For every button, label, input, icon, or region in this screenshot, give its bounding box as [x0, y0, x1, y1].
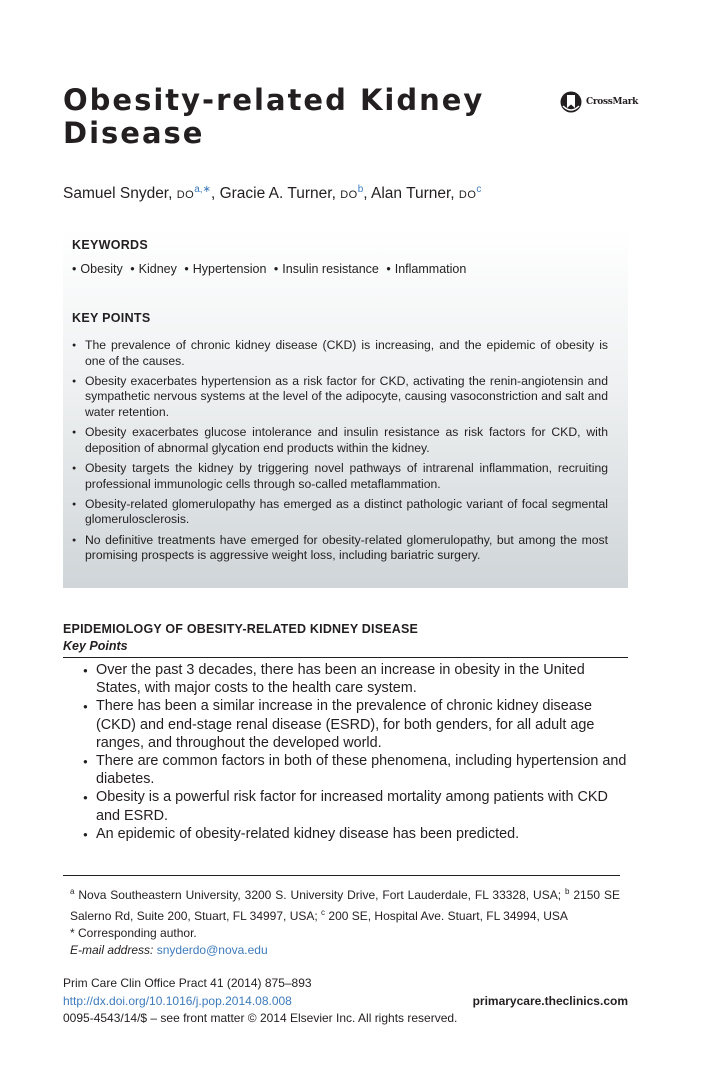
key-points-heading: KEY POINTS: [72, 311, 151, 325]
author-degree: DO: [458, 189, 477, 202]
epidemiology-point: ● There are common factors in both of these phenomena, including hypertension and diabetes.: [83, 752, 628, 788]
author-name: Alan Turner,: [371, 185, 459, 203]
corresponding-author: * Corresponding author.: [70, 926, 197, 940]
doi-row: [63, 993, 628, 1011]
copyright-row: [63, 1010, 628, 1028]
keyword-item: Hypertension: [192, 262, 267, 276]
crossmark-label: CrossMark: [586, 97, 639, 107]
epidemiology-point: ● Obesity is a powerful risk factor for increased mortality among patients with CKD and ESRD.: [83, 788, 628, 824]
affiliation-sup: b: [564, 887, 570, 896]
doi-link[interactable]: http://dx.doi.org/10.1016/j.pop.2014.08.008: [63, 993, 292, 1008]
key-point-item: ● Obesity exacerbates glucose intolerance and insulin resistance as risk factors for CKD, with deposition of abnormal glycation end products within the kidney.: [72, 425, 608, 456]
divider: [63, 657, 628, 658]
affiliation-a: Nova Southeastern University, 3200 S. University Drive, Fort Lauderdale, FL 33328, USA;: [78, 888, 562, 902]
author-name: Samuel Snyder,: [63, 185, 177, 203]
copyright: 0095-4543/14/$ – see front matter © 2014 Elsevier Inc. All rights reserved.: [63, 1011, 458, 1025]
crossmark-icon: [560, 90, 582, 114]
section-heading: EPIDEMIOLOGY OF OBESITY-RELATED KIDNEY DISEASE: [63, 622, 419, 636]
email-link[interactable]: snyderdo@nova.edu: [156, 943, 268, 957]
section-subheading: Key Points: [63, 639, 128, 653]
key-point-item: ● No definitive treatments have emerged for obesity-related glomerulopathy, but among the most promising prospects is aggressive weight loss, including bariatric surgery.: [72, 533, 608, 564]
epidemiology-point: ● An epidemic of obesity-related kidney disease has been predicted.: [83, 825, 628, 843]
key-point-item: ● Obesity exacerbates hypertension as a risk factor for CKD, activating the renin-angiotensin and sympathetic nervous systems at the level of the adipocyte, causing vasoconstriction and salt and water retention.: [72, 374, 608, 421]
keywords-heading: KEYWORDS: [72, 238, 149, 252]
crossmark-badge[interactable]: [560, 90, 638, 114]
affiliation-c: 200 SE, Hospital Ave. Stuart, FL 34994, USA: [328, 909, 568, 923]
keyword-item: Insulin resistance: [282, 262, 379, 276]
keyword-item: Inflammation: [394, 262, 467, 276]
key-point-item: ● Obesity-related glomerulopathy has emerged as a distinct pathologic variant of focal segmental glomerulosclerosis.: [72, 497, 608, 528]
epidemiology-point: ● Over the past 3 decades, there has been an increase in obesity in the United States, with major costs to the health care system.: [83, 661, 628, 697]
keyword-item: Obesity: [80, 262, 123, 276]
affiliation-marker[interactable]: a,∗: [194, 184, 211, 195]
citation-row: [63, 975, 628, 993]
article-title: Obesity-related Kidney Disease: [63, 83, 485, 150]
journal-citation: Prim Care Clin Office Pract 41 (2014) 875–893: [63, 976, 312, 990]
key-points-list: [72, 338, 608, 568]
email-label: E-mail address:: [70, 943, 154, 957]
affiliations: [70, 883, 620, 925]
author-degree: DO: [176, 189, 195, 202]
journal-info: [63, 975, 628, 1028]
affiliation-sup: a: [70, 887, 75, 896]
affiliation-marker[interactable]: b: [357, 184, 364, 195]
epidemiology-key-points: [83, 661, 628, 843]
author-degree: DO: [340, 189, 358, 202]
author-separator: ,: [363, 185, 372, 203]
footnote-divider: [63, 875, 620, 876]
affiliation-b: 2150 SE Salerno Rd, Suite 200, Stuart, FL 34997, USA;: [70, 888, 620, 923]
affiliation-marker[interactable]: c: [476, 184, 482, 195]
keyword-item: Kidney: [138, 262, 177, 276]
epidemiology-point: ● There has been a similar increase in the prevalence of chronic kidney disease (CKD) and end-stage renal disease (ESRD), for both genders, for all adult age ranges, and throughout the developed world.: [83, 697, 628, 752]
affiliation-sup: c: [321, 908, 326, 917]
keywords-list: • Obesity • Kidney • Hypertension • Insulin resistance • Inflammation: [72, 262, 467, 276]
email-line: [70, 942, 620, 959]
author-line: [63, 184, 481, 203]
journal-website[interactable]: primarycare.theclinics.com: [472, 993, 628, 1008]
key-point-item: ● Obesity targets the kidney by triggering novel pathways of intrarenal inflammation, recruiting professional immunologic cells through so-called metaflammation.: [72, 461, 608, 492]
author-separator: ,: [210, 185, 220, 203]
key-point-item: ● The prevalence of chronic kidney disease (CKD) is increasing, and the epidemic of obesity is one of the causes.: [72, 338, 608, 369]
keywords-keypoints-box: [63, 228, 628, 588]
author-name: Gracie A. Turner,: [219, 185, 341, 203]
footnotes: [70, 883, 620, 959]
